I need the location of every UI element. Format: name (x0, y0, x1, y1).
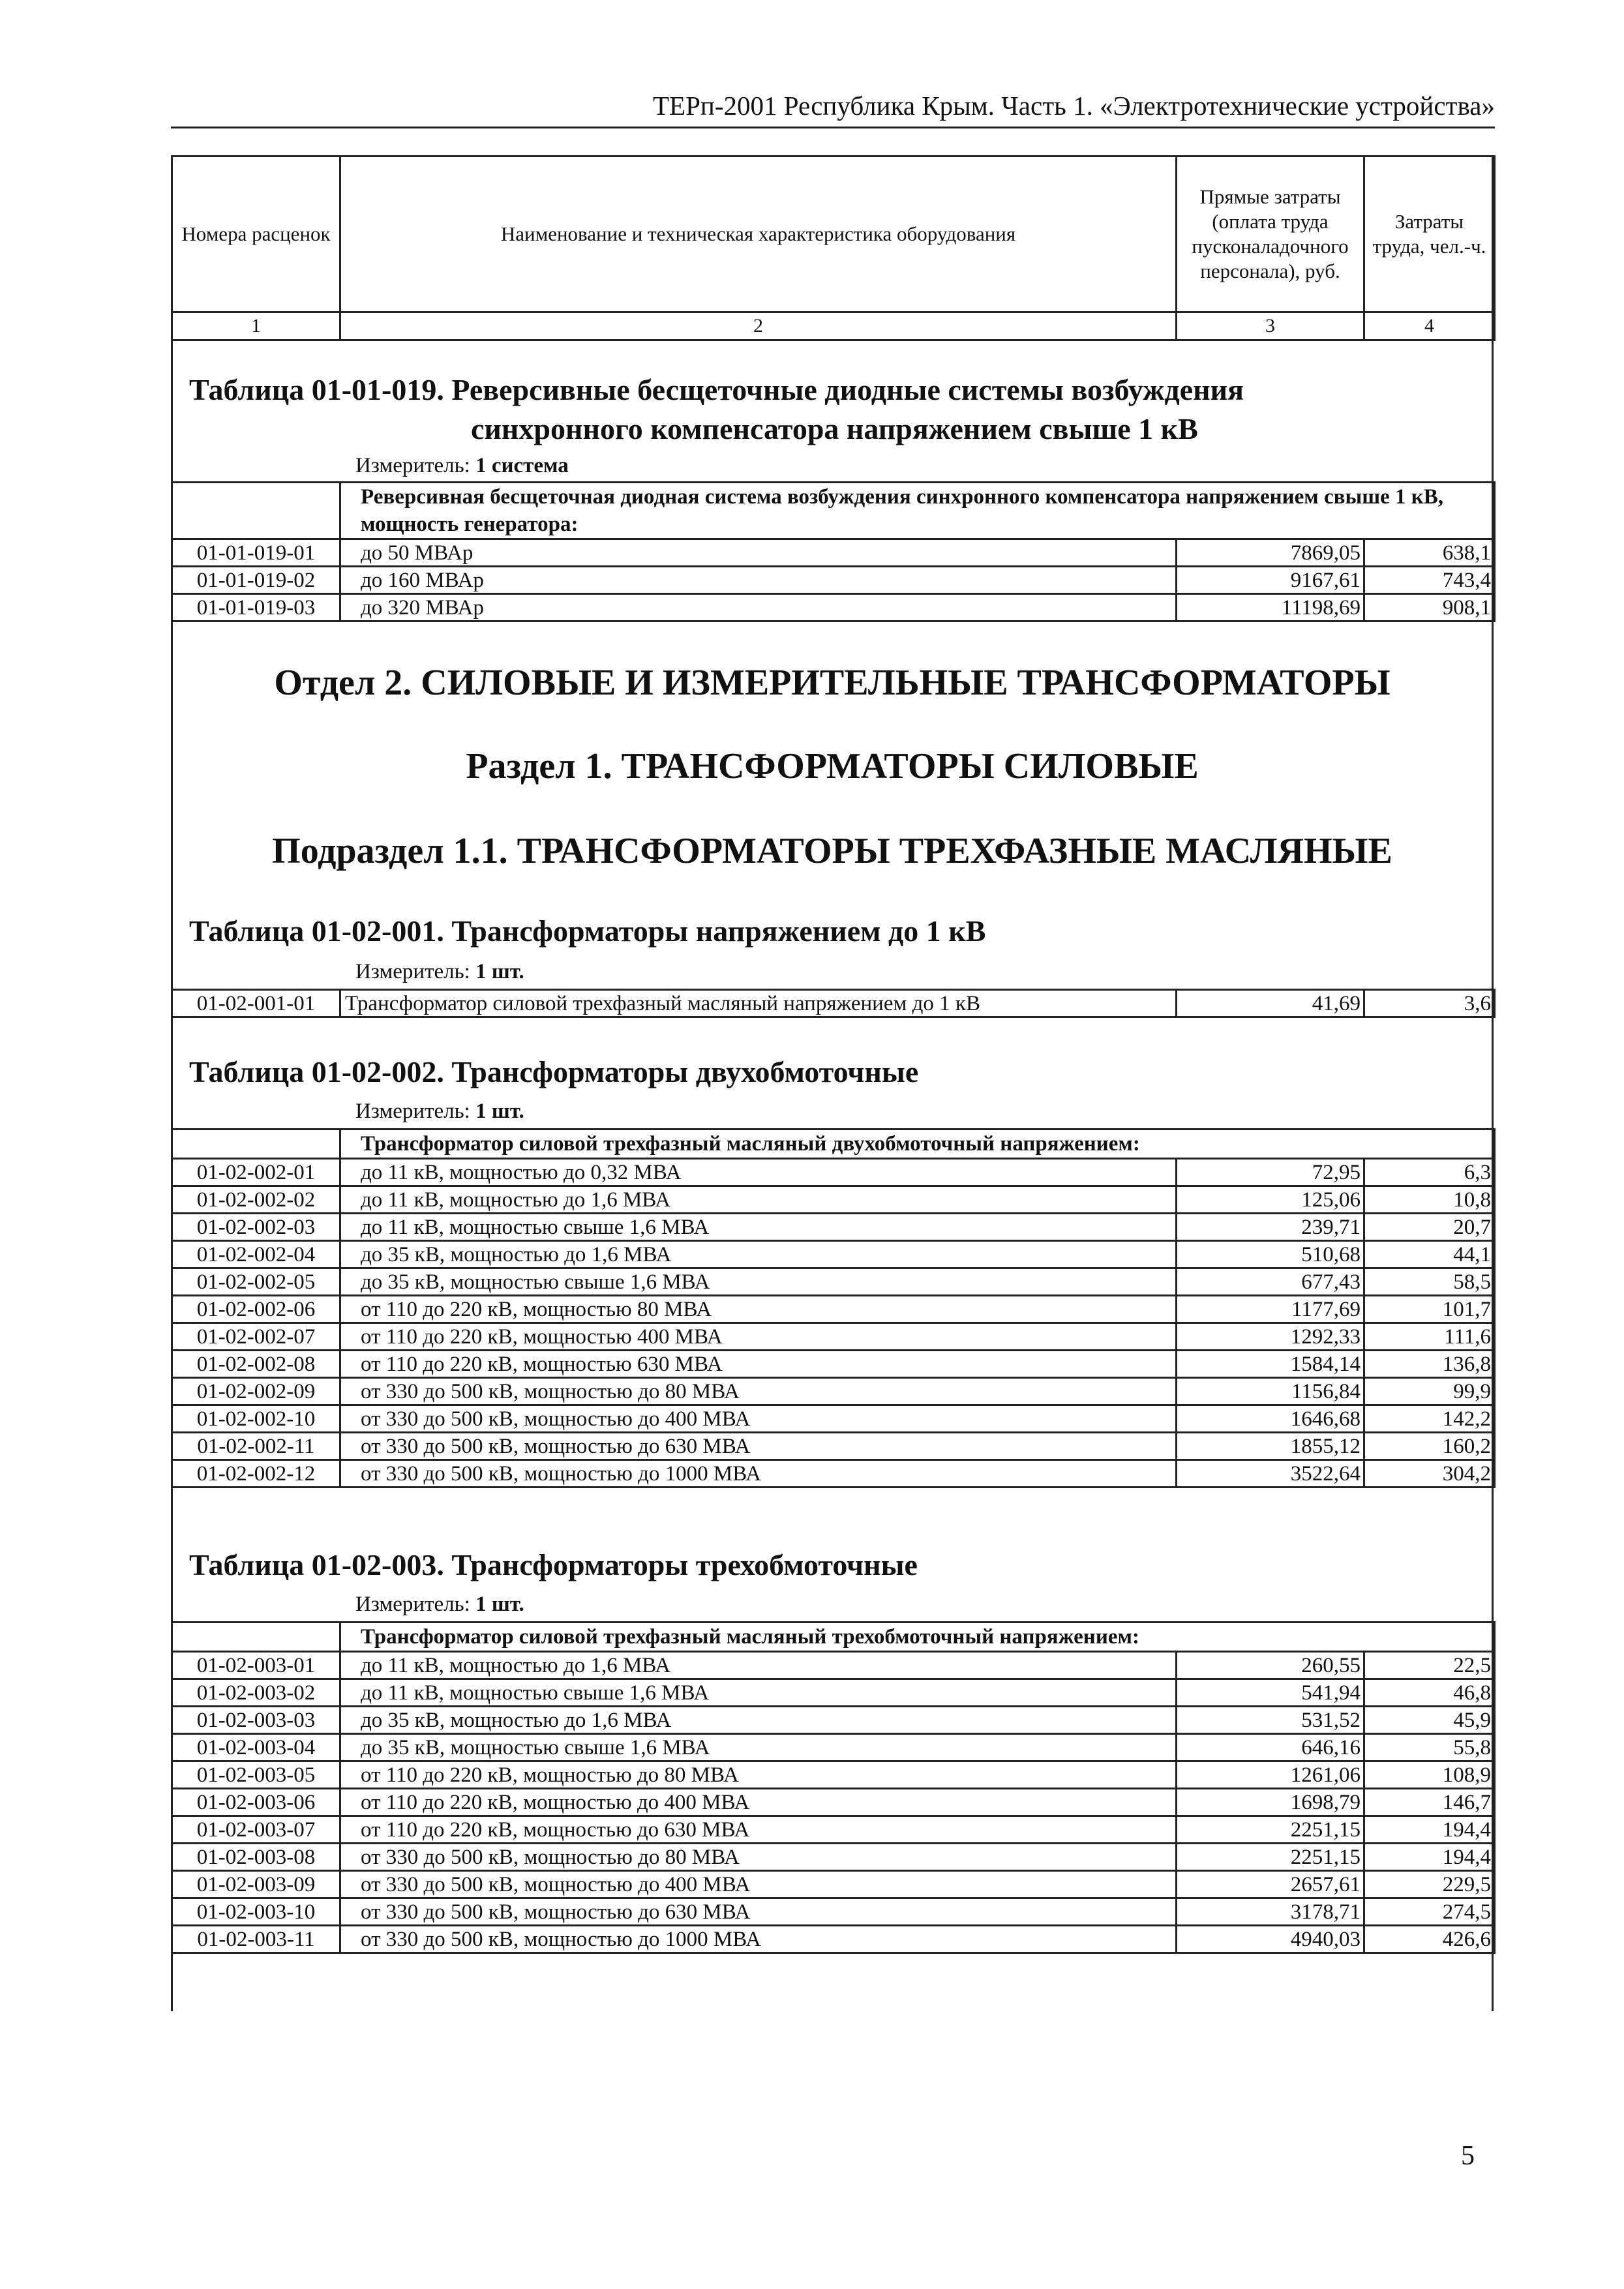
rate-code: 01-02-003-04 (172, 1734, 340, 1761)
table-003 (171, 1621, 1496, 1954)
rate-cost: 9167,61 (1177, 567, 1364, 594)
rate-code: 01-01-019-02 (172, 567, 340, 594)
rate-name: до 11 кВ, мощностью свыше 1,6 МВА (340, 1214, 1177, 1241)
col-header-cost: Прямые затраты (оплата труда пусконаладочного персонала), руб. (1177, 157, 1364, 312)
rate-cost: 239,71 (1177, 1214, 1364, 1241)
rate-name: Трансформатор силовой трехфазный масляный напряжением до 1 кВ (340, 990, 1177, 1017)
rate-name: до 35 кВ, мощностью до 1,6 МВА (340, 1241, 1177, 1268)
rate-name: от 110 до 220 кВ, мощностью 80 МВА (340, 1296, 1177, 1323)
rate-labor: 44,1 (1364, 1241, 1495, 1268)
table-row (172, 594, 1495, 621)
page-number: 5 (1461, 2141, 1475, 2171)
rate-code: 01-02-003-09 (172, 1871, 340, 1898)
rate-code: 01-02-003-02 (172, 1679, 340, 1707)
running-header: ТЕРп-2001 Республика Крым. Часть 1. «Электротехнические устройства» (171, 91, 1495, 128)
rate-code: 01-02-003-10 (172, 1898, 340, 1926)
rate-cost: 541,94 (1177, 1679, 1364, 1707)
table-002-measure: Измеритель: 1 шт. (355, 1100, 524, 1123)
rate-labor: 194,4 (1364, 1816, 1495, 1844)
rate-code: 01-02-002-11 (172, 1433, 340, 1460)
rate-code: 01-02-003-03 (172, 1707, 340, 1734)
table-001-measure: Измеритель: 1 шт. (355, 960, 524, 983)
rate-labor: 3,6 (1364, 990, 1495, 1017)
table-row (172, 1433, 1495, 1460)
rate-labor: 20,7 (1364, 1214, 1495, 1241)
table-row (172, 1816, 1495, 1844)
rate-code: 01-02-002-06 (172, 1296, 340, 1323)
table-row (172, 1734, 1495, 1761)
rate-cost: 646,16 (1177, 1734, 1364, 1761)
rate-name: от 110 до 220 кВ, мощностью до 630 МВА (340, 1816, 1177, 1844)
rate-labor: 229,5 (1364, 1871, 1495, 1898)
rate-labor: 58,5 (1364, 1268, 1495, 1296)
rate-cost: 1855,12 (1177, 1433, 1364, 1460)
table-row (172, 539, 1495, 567)
table-row (172, 1761, 1495, 1789)
table-002-group: Трансформатор силовой трехфазный масляный двухобмоточный напряжением: (340, 1130, 1495, 1159)
rate-name: от 110 до 220 кВ, мощностью до 80 МВА (340, 1761, 1177, 1789)
rate-name: до 35 кВ, мощностью свыше 1,6 МВА (340, 1268, 1177, 1296)
rate-cost: 1156,84 (1177, 1378, 1364, 1405)
table-row (172, 1707, 1495, 1734)
table-row (172, 1405, 1495, 1433)
rate-code: 01-02-001-01 (172, 990, 340, 1017)
table-row (172, 1679, 1495, 1707)
col-header-name: Наименование и техническая характеристика оборудования (340, 157, 1177, 312)
rate-cost: 1646,68 (1177, 1405, 1364, 1433)
table-003-title: Таблица 01-02-003. Трансформаторы трехобмоточные (189, 1548, 918, 1581)
rate-code: 01-02-003-06 (172, 1789, 340, 1816)
section-razdel: Раздел 1. ТРАНСФОРМАТОРЫ СИЛОВЫЕ (466, 746, 1199, 786)
table-row (172, 1351, 1495, 1378)
rate-cost: 72,95 (1177, 1159, 1364, 1186)
section-otdel: Отдел 2. СИЛОВЫЕ И ИЗМЕРИТЕЛЬНЫЕ ТРАНСФОРМАТОРЫ (274, 663, 1391, 703)
rate-name: от 330 до 500 кВ, мощностью до 1000 МВА (340, 1926, 1177, 1953)
rate-cost: 1177,69 (1177, 1296, 1364, 1323)
col-number-4: 4 (1364, 312, 1495, 340)
rate-name: от 110 до 220 кВ, мощностью до 400 МВА (340, 1789, 1177, 1816)
rate-name: до 320 МВАр (340, 594, 1177, 621)
rate-code: 01-01-019-01 (172, 539, 340, 567)
rate-name: до 35 кВ, мощностью свыше 1,6 МВА (340, 1734, 1177, 1761)
table-row (172, 567, 1495, 594)
col-number-1: 1 (172, 312, 340, 340)
rate-code: 01-02-003-11 (172, 1926, 340, 1953)
rate-name: до 11 кВ, мощностью свыше 1,6 МВА (340, 1679, 1177, 1707)
rate-name: от 330 до 500 кВ, мощностью до 400 МВА (340, 1405, 1177, 1433)
rate-name: от 330 до 500 кВ, мощностью до 80 МВА (340, 1378, 1177, 1405)
rate-cost: 41,69 (1177, 990, 1364, 1017)
table-row (172, 1296, 1495, 1323)
table-row (172, 1844, 1495, 1871)
rate-name: до 160 МВАр (340, 567, 1177, 594)
rate-code: 01-02-003-05 (172, 1761, 340, 1789)
table-003-measure: Измеритель: 1 шт. (355, 1593, 524, 1616)
rate-labor: 99,9 (1364, 1378, 1495, 1405)
rate-code: 01-02-002-09 (172, 1378, 340, 1405)
rate-labor: 743,4 (1364, 567, 1495, 594)
table-row (172, 990, 1495, 1017)
rate-labor: 111,6 (1364, 1323, 1495, 1351)
rate-code: 01-02-002-08 (172, 1351, 340, 1378)
table-019-measure: Измеритель: 1 система (355, 454, 569, 477)
table-019-title: Таблица 01-01-019. Реверсивные бесщеточные диодные системы возбуждения синхронного компенсатора напряжением свыше 1 кВ (189, 373, 1244, 445)
rate-labor: 146,7 (1364, 1789, 1495, 1816)
table-002 (171, 1128, 1496, 1488)
table-019 (171, 481, 1496, 622)
table-row (172, 1378, 1495, 1405)
table-row (172, 1926, 1495, 1953)
rate-cost: 2251,15 (1177, 1844, 1364, 1871)
rate-name: до 50 МВАр (340, 539, 1177, 567)
rate-code: 01-02-002-05 (172, 1268, 340, 1296)
rate-labor: 6,3 (1364, 1159, 1495, 1186)
rate-cost: 260,55 (1177, 1652, 1364, 1679)
rate-name: от 330 до 500 кВ, мощностью до 1000 МВА (340, 1460, 1177, 1488)
rate-code: 01-02-002-02 (172, 1186, 340, 1214)
rate-name: до 35 кВ, мощностью до 1,6 МВА (340, 1707, 1177, 1734)
section-podrazdel: Подраздел 1.1. ТРАНСФОРМАТОРЫ ТРЕХФАЗНЫЕ МАСЛЯНЫЕ (272, 831, 1392, 871)
rate-labor: 108,9 (1364, 1761, 1495, 1789)
rate-cost: 510,68 (1177, 1241, 1364, 1268)
rate-cost: 677,43 (1177, 1268, 1364, 1296)
rate-code: 01-02-002-03 (172, 1214, 340, 1241)
rate-name: до 11 кВ, мощностью до 1,6 МВА (340, 1186, 1177, 1214)
rate-labor: 46,8 (1364, 1679, 1495, 1707)
rate-labor: 136,8 (1364, 1351, 1495, 1378)
rate-code: 01-02-002-07 (172, 1323, 340, 1351)
table-row (172, 1652, 1495, 1679)
rate-code: 01-02-003-01 (172, 1652, 340, 1679)
rate-labor: 22,5 (1364, 1652, 1495, 1679)
rate-labor: 194,4 (1364, 1844, 1495, 1871)
rate-name: до 11 кВ, мощностью до 0,32 МВА (340, 1159, 1177, 1186)
rate-cost: 4940,03 (1177, 1926, 1364, 1953)
rate-name: от 330 до 500 кВ, мощностью до 630 МВА (340, 1433, 1177, 1460)
rate-cost: 11198,69 (1177, 594, 1364, 621)
rate-code: 01-02-002-12 (172, 1460, 340, 1488)
table-row (172, 1460, 1495, 1488)
rate-labor: 274,5 (1364, 1898, 1495, 1926)
rate-code: 01-02-003-07 (172, 1816, 340, 1844)
rate-cost: 2657,61 (1177, 1871, 1364, 1898)
table-row (172, 1789, 1495, 1816)
rate-labor: 304,2 (1364, 1460, 1495, 1488)
rate-labor: 101,7 (1364, 1296, 1495, 1323)
rate-code: 01-02-003-08 (172, 1844, 340, 1871)
rate-labor: 426,6 (1364, 1926, 1495, 1953)
rate-cost: 125,06 (1177, 1186, 1364, 1214)
table-row (172, 1871, 1495, 1898)
rate-cost: 1292,33 (1177, 1323, 1364, 1351)
rate-cost: 1698,79 (1177, 1789, 1364, 1816)
rate-cost: 3522,64 (1177, 1460, 1364, 1488)
column-header-table (171, 155, 1496, 341)
rate-name: до 11 кВ, мощностью до 1,6 МВА (340, 1652, 1177, 1679)
col-header-codes: Номера расценок (172, 157, 340, 312)
table-002-title: Таблица 01-02-002. Трансформаторы двухобмоточные (189, 1055, 919, 1088)
rate-code: 01-02-002-04 (172, 1241, 340, 1268)
table-row (172, 1214, 1495, 1241)
table-019-group: Реверсивная бесщеточная диодная система возбуждения синхронного компенсатора напряжением свыше 1 кВ, мощность генератора: (340, 483, 1495, 539)
rate-name: от 330 до 500 кВ, мощностью до 630 МВА (340, 1898, 1177, 1926)
rate-cost: 1584,14 (1177, 1351, 1364, 1378)
table-001-title: Таблица 01-02-001. Трансформаторы напряжением до 1 кВ (189, 914, 986, 948)
rate-name: от 110 до 220 кВ, мощностью 630 МВА (340, 1351, 1177, 1378)
rate-labor: 908,1 (1364, 594, 1495, 621)
rate-labor: 638,1 (1364, 539, 1495, 567)
rate-name: от 330 до 500 кВ, мощностью до 400 МВА (340, 1871, 1177, 1898)
rate-cost: 7869,05 (1177, 539, 1364, 567)
rate-code: 01-01-019-03 (172, 594, 340, 621)
table-row (172, 1186, 1495, 1214)
rate-cost: 2251,15 (1177, 1816, 1364, 1844)
rate-labor: 45,9 (1364, 1707, 1495, 1734)
col-header-labor: Затраты труда, чел.-ч. (1364, 157, 1495, 312)
col-number-3: 3 (1177, 312, 1364, 340)
table-row (172, 1159, 1495, 1186)
rate-labor: 160,2 (1364, 1433, 1495, 1460)
rate-code: 01-02-002-01 (172, 1159, 340, 1186)
col-number-2: 2 (340, 312, 1177, 340)
rate-name: от 330 до 500 кВ, мощностью до 80 МВА (340, 1844, 1177, 1871)
rate-name: от 110 до 220 кВ, мощностью 400 МВА (340, 1323, 1177, 1351)
rate-cost: 531,52 (1177, 1707, 1364, 1734)
rate-labor: 10,8 (1364, 1186, 1495, 1214)
table-row (172, 1268, 1495, 1296)
rate-cost: 1261,06 (1177, 1761, 1364, 1789)
rate-code: 01-02-002-10 (172, 1405, 340, 1433)
table-row (172, 1898, 1495, 1926)
table-row (172, 1241, 1495, 1268)
table-003-group: Трансформатор силовой трехфазный масляный трехобмоточный напряжением: (340, 1623, 1495, 1652)
rate-labor: 142,2 (1364, 1405, 1495, 1433)
table-001 (171, 989, 1496, 1018)
rate-cost: 3178,71 (1177, 1898, 1364, 1926)
rate-labor: 55,8 (1364, 1734, 1495, 1761)
table-row (172, 1323, 1495, 1351)
